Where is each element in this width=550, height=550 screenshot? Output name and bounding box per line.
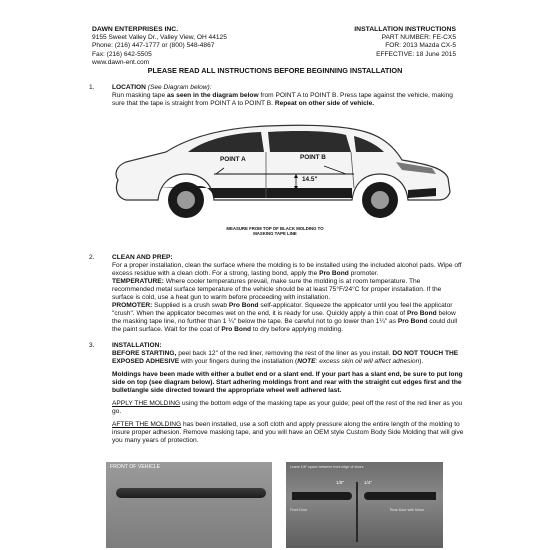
bullet-end-text: Moldings have been made with either a bullet end or a slant end. If your part has a slant end, be sure to put long side on top (see diagram below). Start adhering moldings front and rear with the straight cut edges first and the bullet/angle side directed toward the appropriate wheel well adhered last. (112, 371, 463, 394)
vehicle-fitment: FOR: 2013 Mazda CX-5 (385, 42, 456, 50)
front-door-label: Front Door (290, 508, 308, 512)
molding-strip-icon (116, 488, 266, 498)
effective-date: EFFECTIVE: 18 June 2015 (376, 50, 456, 58)
section-number: 2. (89, 254, 95, 261)
section-text: Run masking tape as seen in the diagram below from POINT A to POINT B. Press tape against the vehicle, making sure that the tape is straight from POINT A to POINT B. Repeat on other side of vehicle. (112, 92, 453, 107)
section-heading: INSTALLATION: (112, 342, 162, 349)
door-seam-icon (356, 482, 358, 542)
suv-side-view-icon (96, 118, 460, 220)
section-heading: LOCATION (112, 84, 146, 91)
gap-measure-a: 1/8" (336, 480, 345, 485)
point-b-label: POINT B (300, 154, 326, 161)
section-number: 1. (89, 84, 95, 91)
front-of-vehicle-label: FRONT OF VEHICLE (110, 464, 161, 470)
company-block (92, 26, 227, 67)
section-location (89, 84, 464, 108)
temperature-text: TEMPERATURE: Where cooler temperatures prevail, make sure the molding is at room temperature. The recommended metal surface temperature of the vehicle should be at least 75°F/24°C for proper installation. If the surface is cold, use a heat gun to warm before proceeding with installation. (112, 278, 442, 301)
front-molding-icon (292, 492, 352, 500)
door-gap-note: Leave 1/8" space between front edge of doors (290, 465, 364, 469)
vehicle-diagram (96, 118, 460, 220)
part-number: PART NUMBER: FE-CX5 (381, 34, 456, 42)
section-clean-and-prep (89, 254, 464, 334)
section-heading-note: (See Diagram below): (147, 84, 212, 91)
gap-measure-b: 1/4" (364, 480, 373, 485)
door-gap-photo (286, 462, 443, 548)
promoter-text: PROMOTER: Supplied is a crush swab Pro Bond self-applicator. Squeeze the applicator until you feel the applicator "crush". When the applicator becomes wet on the end, it is ready for use. Quickly apply a thin coat of Pro Bond below the masking tape line, no further than 1 ¼" below the tape. Be careful not to go lower than 1¼" as Pro Bond could dull the paint surface. Wait for the coat of Pro Bond to dry before applying molding. (112, 302, 458, 333)
diagram-caption: MEASURE FROM TOP OF BLACK MOLDING TO MASKING TAPE LINE (226, 226, 324, 236)
section-installation (89, 342, 464, 450)
document-info-block (354, 26, 456, 59)
before-starting-text: BEFORE STARTING, peel back 12" of the red liner, removing the rest of the liner as you install. DO NOT TOUCH THE EXPOSED ADHESIVE with your fingers during the installation (NOTE: excess skin oil will affect adhesion). (112, 350, 459, 365)
clean-text: For a proper installation, clean the surface where the molding is to be installed using the included alcohol pads. Wipe off excess residue with a clean cloth. For a strong, lasting bond, apply the Pro Bond promoter. (112, 262, 462, 277)
company-fax: Fax: (216) 642-5505 (92, 50, 152, 58)
company-website[interactable]: www.dawn-ent.com (92, 58, 150, 66)
section-heading: CLEAN AND PREP: (112, 254, 173, 261)
company-address: 9155 Sweet Valley Dr., Valley View, OH 44125 (92, 34, 227, 42)
read-instructions-notice: PLEASE READ ALL INSTRUCTIONS BEFORE BEGINNING INSTALLATION (147, 66, 403, 75)
measurement-label: 14.5" (302, 176, 318, 183)
after-molding-text: AFTER THE MOLDING has been installed, use a soft cloth and apply pressure along the entire length of the molding to insure proper adhesion. Remove masking tape, and you will have an OEM style Custom Body Side Molding that will give you many years of protection. (112, 421, 464, 444)
point-a-label: POINT A (220, 156, 246, 163)
apply-molding-text: APPLY THE MOLDING using the bottom edge of the masking tape as your guide; peel off the rest of the red liner as you go. (112, 400, 463, 415)
rear-molding-icon (364, 492, 436, 500)
section-number: 3. (89, 342, 95, 349)
company-phone: Phone: (216) 447-1777 or (800) 548-4867 (92, 42, 215, 50)
document-title: INSTALLATION INSTRUCTIONS (354, 26, 456, 33)
rear-door-label: Rear Door with Mirror (390, 508, 425, 512)
molding-front-photo (106, 462, 272, 548)
company-name: DAWN ENTERPRISES INC. (92, 26, 179, 33)
